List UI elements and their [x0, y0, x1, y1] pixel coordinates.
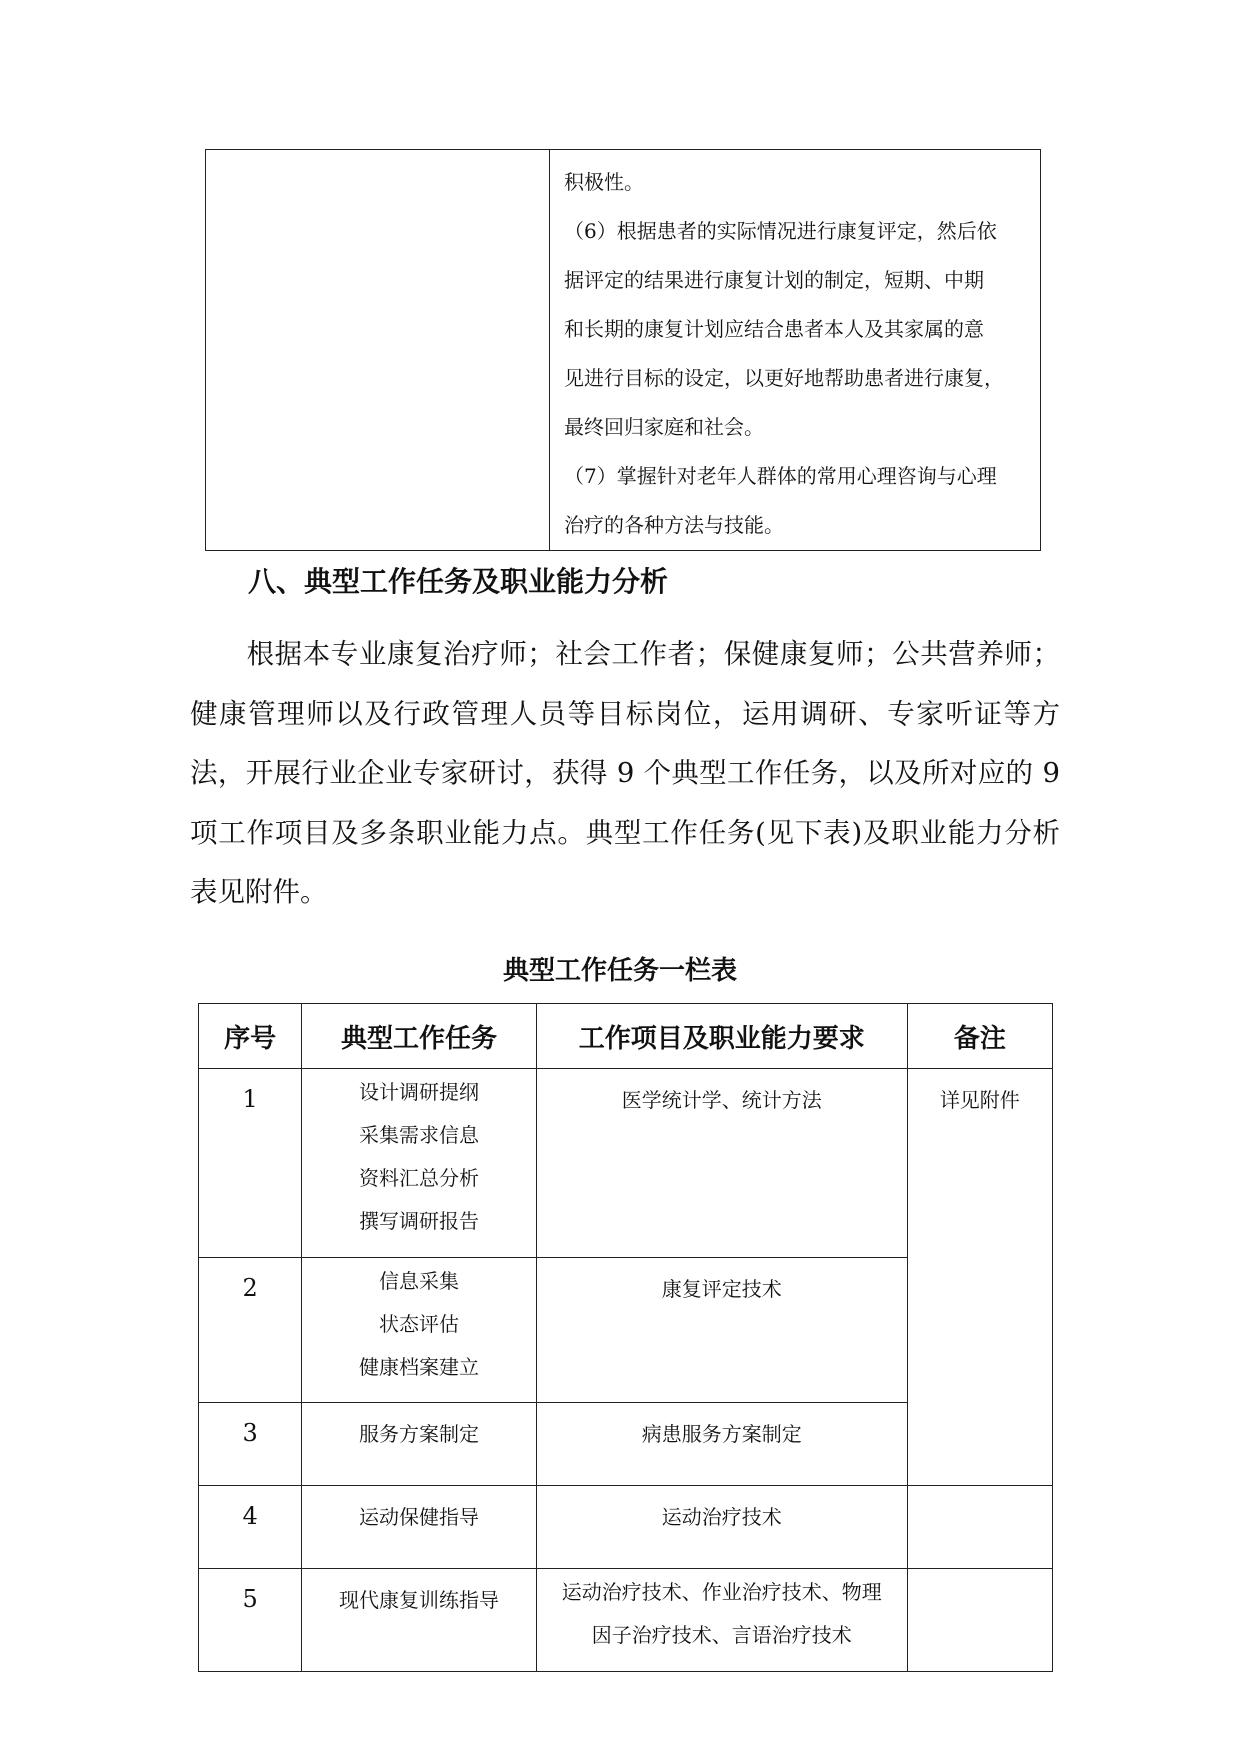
- task-line: 采集需求信息: [359, 1123, 479, 1147]
- text-line: （6）根据患者的实际情况进行康复评定，然后依: [564, 219, 997, 243]
- task-cell: [302, 1258, 537, 1403]
- row-number: 1: [199, 1069, 302, 1258]
- task-line: 设计调研提纲: [359, 1080, 479, 1104]
- row-number: 3: [199, 1403, 302, 1486]
- task-line: 信息采集: [379, 1269, 459, 1293]
- task-cell: [302, 1069, 537, 1258]
- row-number: 5: [199, 1569, 302, 1672]
- continuation-table: [205, 149, 1041, 551]
- requirement-line: 因子治疗技术、言语治疗技术: [591, 1623, 852, 1647]
- task-line: 运动保健指导: [359, 1505, 479, 1529]
- text-line: 最终回归家庭和社会。: [564, 415, 764, 439]
- task-cell: [302, 1403, 537, 1486]
- row-number: 4: [199, 1486, 302, 1569]
- requirement-line: 医学统计学、统计方法: [621, 1088, 822, 1112]
- task-cell: [302, 1569, 537, 1672]
- table-row: [199, 1069, 1053, 1258]
- text-line: 见进行目标的设定，以更好地帮助患者进行康复，: [564, 366, 1004, 390]
- text-line: 和长期的康复计划应结合患者本人及其家属的意: [564, 317, 984, 341]
- table-row: [199, 1569, 1053, 1672]
- task-line: 状态评估: [379, 1312, 459, 1336]
- requirement-line: 病患服务方案制定: [641, 1422, 802, 1446]
- requirement-cell: [536, 1069, 907, 1258]
- task-line: 资料汇总分析: [359, 1166, 479, 1190]
- note-cell: 详见附件: [907, 1069, 1052, 1486]
- header-note: 备注: [907, 1004, 1052, 1069]
- empty-cell: [206, 150, 550, 551]
- row-number: 2: [199, 1258, 302, 1403]
- paragraph-text: 根据本专业康复治疗师；社会工作者；保健康复师；公共营养师；健康管理师以及行政管理人员等目标岗位，运用调研、专家听证等方法，开展行业企业专家研讨，获得 9 个典型工作任务，以及所对应的 9 项工作项目及多条职业能力点。典型工作任务(见下表)及职业能力分析表见附件。: [190, 638, 1060, 908]
- table-header-row: [199, 1004, 1053, 1069]
- task-line: 服务方案制定: [359, 1422, 479, 1446]
- continuation-text-cell: [550, 150, 1041, 551]
- task-line: 现代康复训练指导: [339, 1588, 499, 1612]
- task-line: 撰写调研报告: [359, 1209, 479, 1233]
- requirement-line: 运动治疗技术、作业治疗技术、物理: [561, 1580, 882, 1604]
- table-row: [199, 1486, 1053, 1569]
- requirement-cell: [536, 1486, 907, 1569]
- note-cell-empty: [907, 1486, 1052, 1569]
- requirement-line: 运动治疗技术: [661, 1505, 782, 1529]
- requirement-cell: [536, 1403, 907, 1486]
- header-no: 序号: [199, 1004, 302, 1069]
- text-line: 治疗的各种方法与技能。: [564, 513, 784, 537]
- text-line: （7）掌握针对老年人群体的常用心理咨询与心理: [564, 464, 997, 488]
- text-line: 积极性。: [564, 170, 644, 194]
- section-heading: 八、典型工作任务及职业能力分析: [248, 565, 669, 598]
- requirement-cell: [536, 1258, 907, 1403]
- task-cell: [302, 1486, 537, 1569]
- requirement-cell: [536, 1569, 907, 1672]
- task-line: 健康档案建立: [359, 1355, 479, 1379]
- section-paragraph: [190, 625, 1060, 923]
- note-cell-empty: [907, 1569, 1052, 1672]
- typical-task-table: [198, 1003, 1053, 1672]
- header-requirement: 工作项目及职业能力要求: [536, 1004, 907, 1069]
- header-task: 典型工作任务: [302, 1004, 537, 1069]
- table-caption: 典型工作任务一栏表: [502, 956, 737, 986]
- text-line: 据评定的结果进行康复计划的制定，短期、中期: [564, 268, 984, 292]
- requirement-line: 康复评定技术: [661, 1277, 782, 1301]
